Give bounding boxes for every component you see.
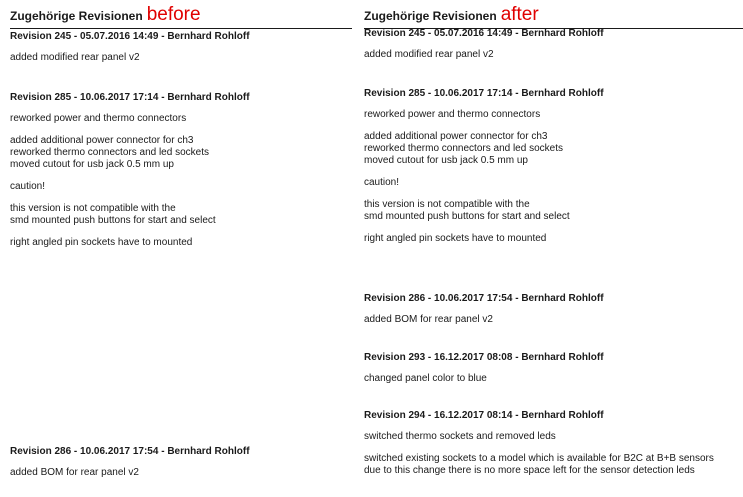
revision-message-line: right angled pin sockets have to mounted xyxy=(364,233,547,244)
revision-title[interactable]: Revision 286 - 10.06.2017 17:54 - Bernhard Rohloff xyxy=(364,293,604,304)
revision-message-line: added BOM for rear panel v2 xyxy=(364,314,493,325)
revision-title[interactable]: Revision 293 - 16.12.2017 08:08 - Bernhard Rohloff xyxy=(364,352,604,363)
before-column xyxy=(10,0,352,497)
revision-message-line: moved cutout for usb jack 0.5 mm up xyxy=(10,159,174,170)
after-tag: after xyxy=(500,4,539,25)
revision-message-line: reworked thermo connectors and led sockets xyxy=(10,147,209,158)
after-column xyxy=(364,0,743,497)
revision-message-line: due to this change there is no more space left for the sensor detection leds xyxy=(364,465,695,476)
after-heading xyxy=(364,4,539,26)
revision-entry xyxy=(364,88,743,245)
section-heading-text: Zugehörige Revisionen xyxy=(364,9,497,23)
revision-entry xyxy=(10,31,352,64)
revision-entry xyxy=(364,293,743,326)
revision-message-line: changed panel color to blue xyxy=(364,373,487,384)
revision-message-line: caution! xyxy=(364,177,400,188)
revision-message-line: moved cutout for usb jack 0.5 mm up xyxy=(364,155,528,166)
before-heading-row xyxy=(10,2,352,29)
revision-message-line: this version is not compatible with the xyxy=(10,203,176,214)
revision-entry xyxy=(10,92,352,249)
revision-entry xyxy=(364,410,743,477)
before-tag: before xyxy=(146,4,201,25)
revision-title[interactable]: Revision 245 - 05.07.2016 14:49 - Bernhard Rohloff xyxy=(10,31,250,42)
revision-message-line: switched thermo sockets and removed leds xyxy=(364,431,556,442)
revision-message-line: right angled pin sockets have to mounted xyxy=(10,237,193,248)
revision-message-line: added additional power connector for ch3 xyxy=(10,135,194,146)
before-heading xyxy=(10,4,201,26)
revision-title[interactable]: Revision 286 - 10.06.2017 17:54 - Bernhard Rohloff xyxy=(10,446,250,457)
revision-title[interactable]: Revision 294 - 16.12.2017 08:14 - Bernhard Rohloff xyxy=(364,410,604,421)
revision-message-line: switched existing sockets to a model which is available for B2C at B+B sensors xyxy=(364,453,714,464)
revision-message-line: added modified rear panel v2 xyxy=(10,52,140,63)
section-heading-text: Zugehörige Revisionen xyxy=(10,9,143,23)
revision-message-line: smd mounted push buttons for start and select xyxy=(364,211,570,222)
revision-message-line: added BOM for rear panel v2 xyxy=(10,467,139,478)
revision-message-line: added modified rear panel v2 xyxy=(364,49,494,60)
revision-entry xyxy=(364,352,743,385)
revision-message-line: caution! xyxy=(10,181,46,192)
revision-message-line: reworked power and thermo connectors xyxy=(364,109,541,120)
after-heading-row xyxy=(364,2,743,29)
revision-title[interactable]: Revision 245 - 05.07.2016 14:49 - Bernhard Rohloff xyxy=(364,28,604,39)
revision-entry xyxy=(10,446,352,479)
revision-message-line: reworked power and thermo connectors xyxy=(10,113,187,124)
revision-message-line: smd mounted push buttons for start and select xyxy=(10,215,216,226)
revision-entry xyxy=(364,28,743,61)
revision-message-line: added additional power connector for ch3 xyxy=(364,131,548,142)
revision-message-line: this version is not compatible with the xyxy=(364,199,530,210)
revision-message-line: reworked thermo connectors and led sockets xyxy=(364,143,563,154)
revision-title[interactable]: Revision 285 - 10.06.2017 17:14 - Bernhard Rohloff xyxy=(364,88,604,99)
revision-title[interactable]: Revision 285 - 10.06.2017 17:14 - Bernhard Rohloff xyxy=(10,92,250,103)
